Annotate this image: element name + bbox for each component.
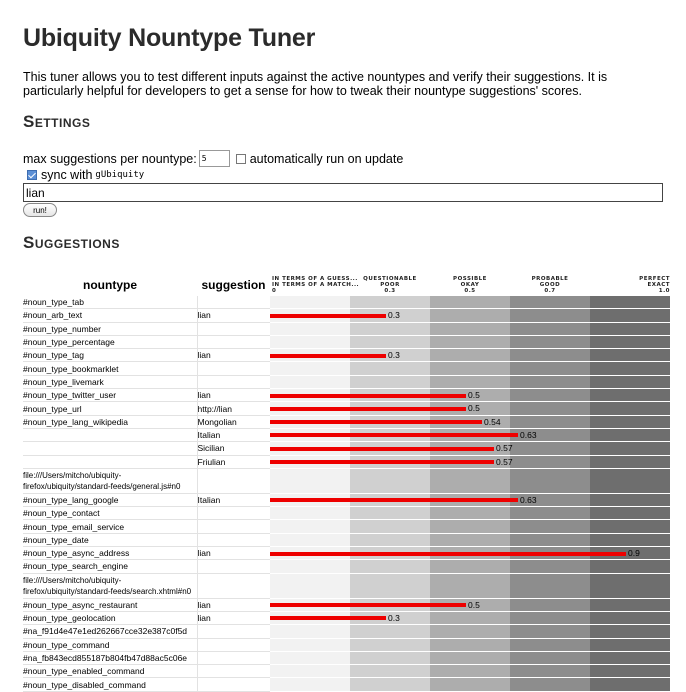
nountype-cell: #noun_arb_text (23, 309, 197, 322)
score-bar (270, 447, 494, 451)
suggestion-cell (197, 507, 270, 520)
score-value: 0.57 (496, 456, 513, 467)
score-value: 0.3 (388, 350, 400, 361)
table-row (23, 507, 670, 520)
score-cell (270, 335, 670, 348)
score-cell (270, 468, 670, 493)
score-bar (270, 314, 386, 318)
suggestion-cell: lian (197, 611, 270, 624)
settings-row-max (23, 150, 403, 167)
score-bar (270, 616, 386, 620)
score-bar (270, 460, 494, 464)
score-bar (270, 498, 518, 502)
score-value: 0.63 (520, 494, 537, 505)
nountype-cell: #noun_type_lang_google (23, 493, 197, 506)
table-row (23, 402, 670, 415)
score-cell (270, 415, 670, 428)
nountype-cell (23, 455, 197, 468)
nountype-cell (23, 442, 197, 455)
score-cell (270, 309, 670, 322)
score-value: 0.5 (468, 403, 480, 414)
table-row (23, 560, 670, 573)
score-bar (270, 394, 466, 398)
suggestion-cell (197, 573, 270, 598)
suggestion-cell: Italian (197, 428, 270, 441)
table-row (23, 625, 670, 638)
max-suggestions-label: max suggestions per nountype: (23, 151, 197, 166)
table-row (23, 547, 670, 560)
nountype-cell: #noun_type_disabled_command (23, 678, 197, 691)
nountype-cell: #noun_type_enabled_command (23, 665, 197, 678)
nountype-cell: #noun_type_number (23, 322, 197, 335)
score-cell (270, 651, 670, 664)
score-cell (270, 625, 670, 638)
score-cell (270, 428, 670, 441)
score-cell (270, 402, 670, 415)
suggestion-cell: lian (197, 309, 270, 322)
nountype-cell: #noun_type_bookmarklet (23, 362, 197, 375)
nountype-cell: #noun_type_date (23, 533, 197, 546)
score-cell (270, 493, 670, 506)
score-cell (270, 598, 670, 611)
suggestion-cell (197, 651, 270, 664)
sync-label: sync with (41, 168, 93, 182)
score-cell (270, 507, 670, 520)
score-bar (270, 603, 466, 607)
run-button[interactable]: run! (23, 203, 57, 217)
table-row (23, 468, 670, 493)
score-value: 0.54 (484, 416, 501, 427)
table-row (23, 611, 670, 624)
suggestion-cell (197, 375, 270, 388)
suggestion-cell: Sicilian (197, 442, 270, 455)
suggestion-cell: lian (197, 349, 270, 362)
score-cell (270, 520, 670, 533)
score-bar (270, 420, 482, 424)
page-title: Ubiquity Nountype Tuner (23, 24, 316, 52)
nountype-cell: #noun_type_livemark (23, 375, 197, 388)
score-cell (270, 638, 670, 651)
suggestion-cell: http://lian (197, 402, 270, 415)
table-row (23, 428, 670, 441)
score-bar (270, 552, 626, 556)
nountype-cell: #na_fb843ecd855187b804fb47d88ac5c06e (23, 651, 197, 664)
score-cell (270, 296, 670, 309)
score-cell (270, 573, 670, 598)
table-row (23, 455, 670, 468)
suggestion-cell (197, 638, 270, 651)
scale-tick-2: POSSIBLE OKAY 0.5 (453, 276, 487, 294)
suggestion-cell (197, 625, 270, 638)
suggestion-cell (197, 520, 270, 533)
suggestion-cell: lian (197, 547, 270, 560)
suggestion-cell (197, 335, 270, 348)
score-value: 0.3 (388, 612, 400, 623)
scale-tick-4: PERFECT EXACT 1.0 (639, 276, 670, 294)
suggestion-cell (197, 468, 270, 493)
score-cell (270, 533, 670, 546)
table-row (23, 493, 670, 506)
sync-target: gUbiquity (95, 170, 145, 180)
scale-tick-0: IN TERMS OF A GUESS... IN TERMS OF A MATCH... 0 (272, 276, 360, 294)
table-row (23, 678, 670, 691)
table-row (23, 309, 670, 322)
score-cell (270, 665, 670, 678)
nountype-cell: #noun_type_search_engine (23, 560, 197, 573)
score-cell (270, 389, 670, 402)
suggestion-cell (197, 533, 270, 546)
nountype-cell: #na_f91d4e47e1ed262667cce32e387c0f5d (23, 625, 197, 638)
score-value: 0.5 (468, 599, 480, 610)
suggestion-cell (197, 678, 270, 691)
score-cell (270, 362, 670, 375)
nountype-cell: #noun_type_percentage (23, 335, 197, 348)
nountype-cell: #noun_type_command (23, 638, 197, 651)
suggestions-table (23, 274, 670, 692)
table-row (23, 362, 670, 375)
score-value: 0.9 (628, 548, 640, 559)
query-input[interactable] (23, 183, 663, 202)
table-row (23, 349, 670, 362)
nountype-cell: #noun_type_url (23, 402, 197, 415)
nountype-cell: #noun_type_geolocation (23, 611, 197, 624)
nountype-cell: #noun_type_tag (23, 349, 197, 362)
score-scale-header (270, 274, 670, 296)
score-cell (270, 560, 670, 573)
col-header-nountype: nountype (83, 278, 137, 292)
suggestion-cell (197, 665, 270, 678)
auto-run-label: automatically run on update (249, 151, 404, 166)
suggestion-cell (197, 322, 270, 335)
settings-heading: Settings (23, 112, 91, 131)
score-cell (270, 442, 670, 455)
score-cell (270, 349, 670, 362)
table-row (23, 573, 670, 598)
suggestion-cell: Italian (197, 493, 270, 506)
score-value: 0.3 (388, 310, 400, 321)
score-cell (270, 678, 670, 691)
nountype-cell: #noun_type_lang_wikipedia (23, 415, 197, 428)
nountype-cell: #noun_type_twitter_user (23, 389, 197, 402)
score-value: 0.57 (496, 443, 513, 454)
table-row (23, 651, 670, 664)
table-row (23, 375, 670, 388)
nountype-cell: #noun_type_email_service (23, 520, 197, 533)
nountype-cell: #noun_type_tab (23, 296, 197, 309)
suggestion-cell (197, 362, 270, 375)
intro-text: This tuner allows you to test different inputs against the active nountypes and verify their suggestions. It is particularly helpful for developers to get a sense for how to tweak their nountype suggestions' scores. (23, 70, 608, 98)
nountype-cell: #noun_type_async_restaurant (23, 598, 197, 611)
score-cell (270, 547, 670, 560)
scale-tick-1: QUESTIONABLE POOR 0.3 (363, 276, 417, 294)
score-cell (270, 611, 670, 624)
nountype-cell: #noun_type_contact (23, 507, 197, 520)
suggestion-cell: Friulian (197, 455, 270, 468)
suggestion-cell: lian (197, 598, 270, 611)
score-value: 0.63 (520, 429, 537, 440)
suggestion-cell: Mongolian (197, 415, 270, 428)
score-value: 0.5 (468, 390, 480, 401)
suggestion-cell (197, 296, 270, 309)
table-row (23, 415, 670, 428)
score-cell (270, 375, 670, 388)
suggestion-cell (197, 560, 270, 573)
table-row (23, 665, 670, 678)
scale-tick-3: PROBABLE GOOD 0.7 (531, 276, 569, 294)
nountype-cell (23, 428, 197, 441)
table-row (23, 322, 670, 335)
table-row (23, 442, 670, 455)
col-header-suggestion: suggestion (201, 278, 266, 292)
table-row (23, 598, 670, 611)
table-row (23, 520, 670, 533)
table-row (23, 533, 670, 546)
max-suggestions-input[interactable] (199, 150, 230, 167)
table-header-row (23, 274, 670, 296)
nountype-cell: file:///Users/mitcho/ubiquity-firefox/ubiquity/standard-feeds/general.js#n0 (23, 468, 197, 493)
score-bar (270, 354, 386, 358)
table-row (23, 296, 670, 309)
auto-run-checkbox[interactable] (236, 154, 246, 164)
sync-checkbox[interactable] (27, 170, 37, 180)
settings-row-sync (27, 168, 144, 182)
score-bar (270, 433, 518, 437)
score-cell (270, 455, 670, 468)
suggestion-cell: lian (197, 389, 270, 402)
suggestions-heading: Suggestions (23, 233, 120, 252)
nountype-cell: #noun_type_async_address (23, 547, 197, 560)
table-row (23, 389, 670, 402)
table-row (23, 335, 670, 348)
score-bar (270, 407, 466, 411)
nountype-cell: file:///Users/mitcho/ubiquity-firefox/ubiquity/standard-feeds/search.xhtml#n0 (23, 573, 197, 598)
table-row (23, 638, 670, 651)
score-cell (270, 322, 670, 335)
